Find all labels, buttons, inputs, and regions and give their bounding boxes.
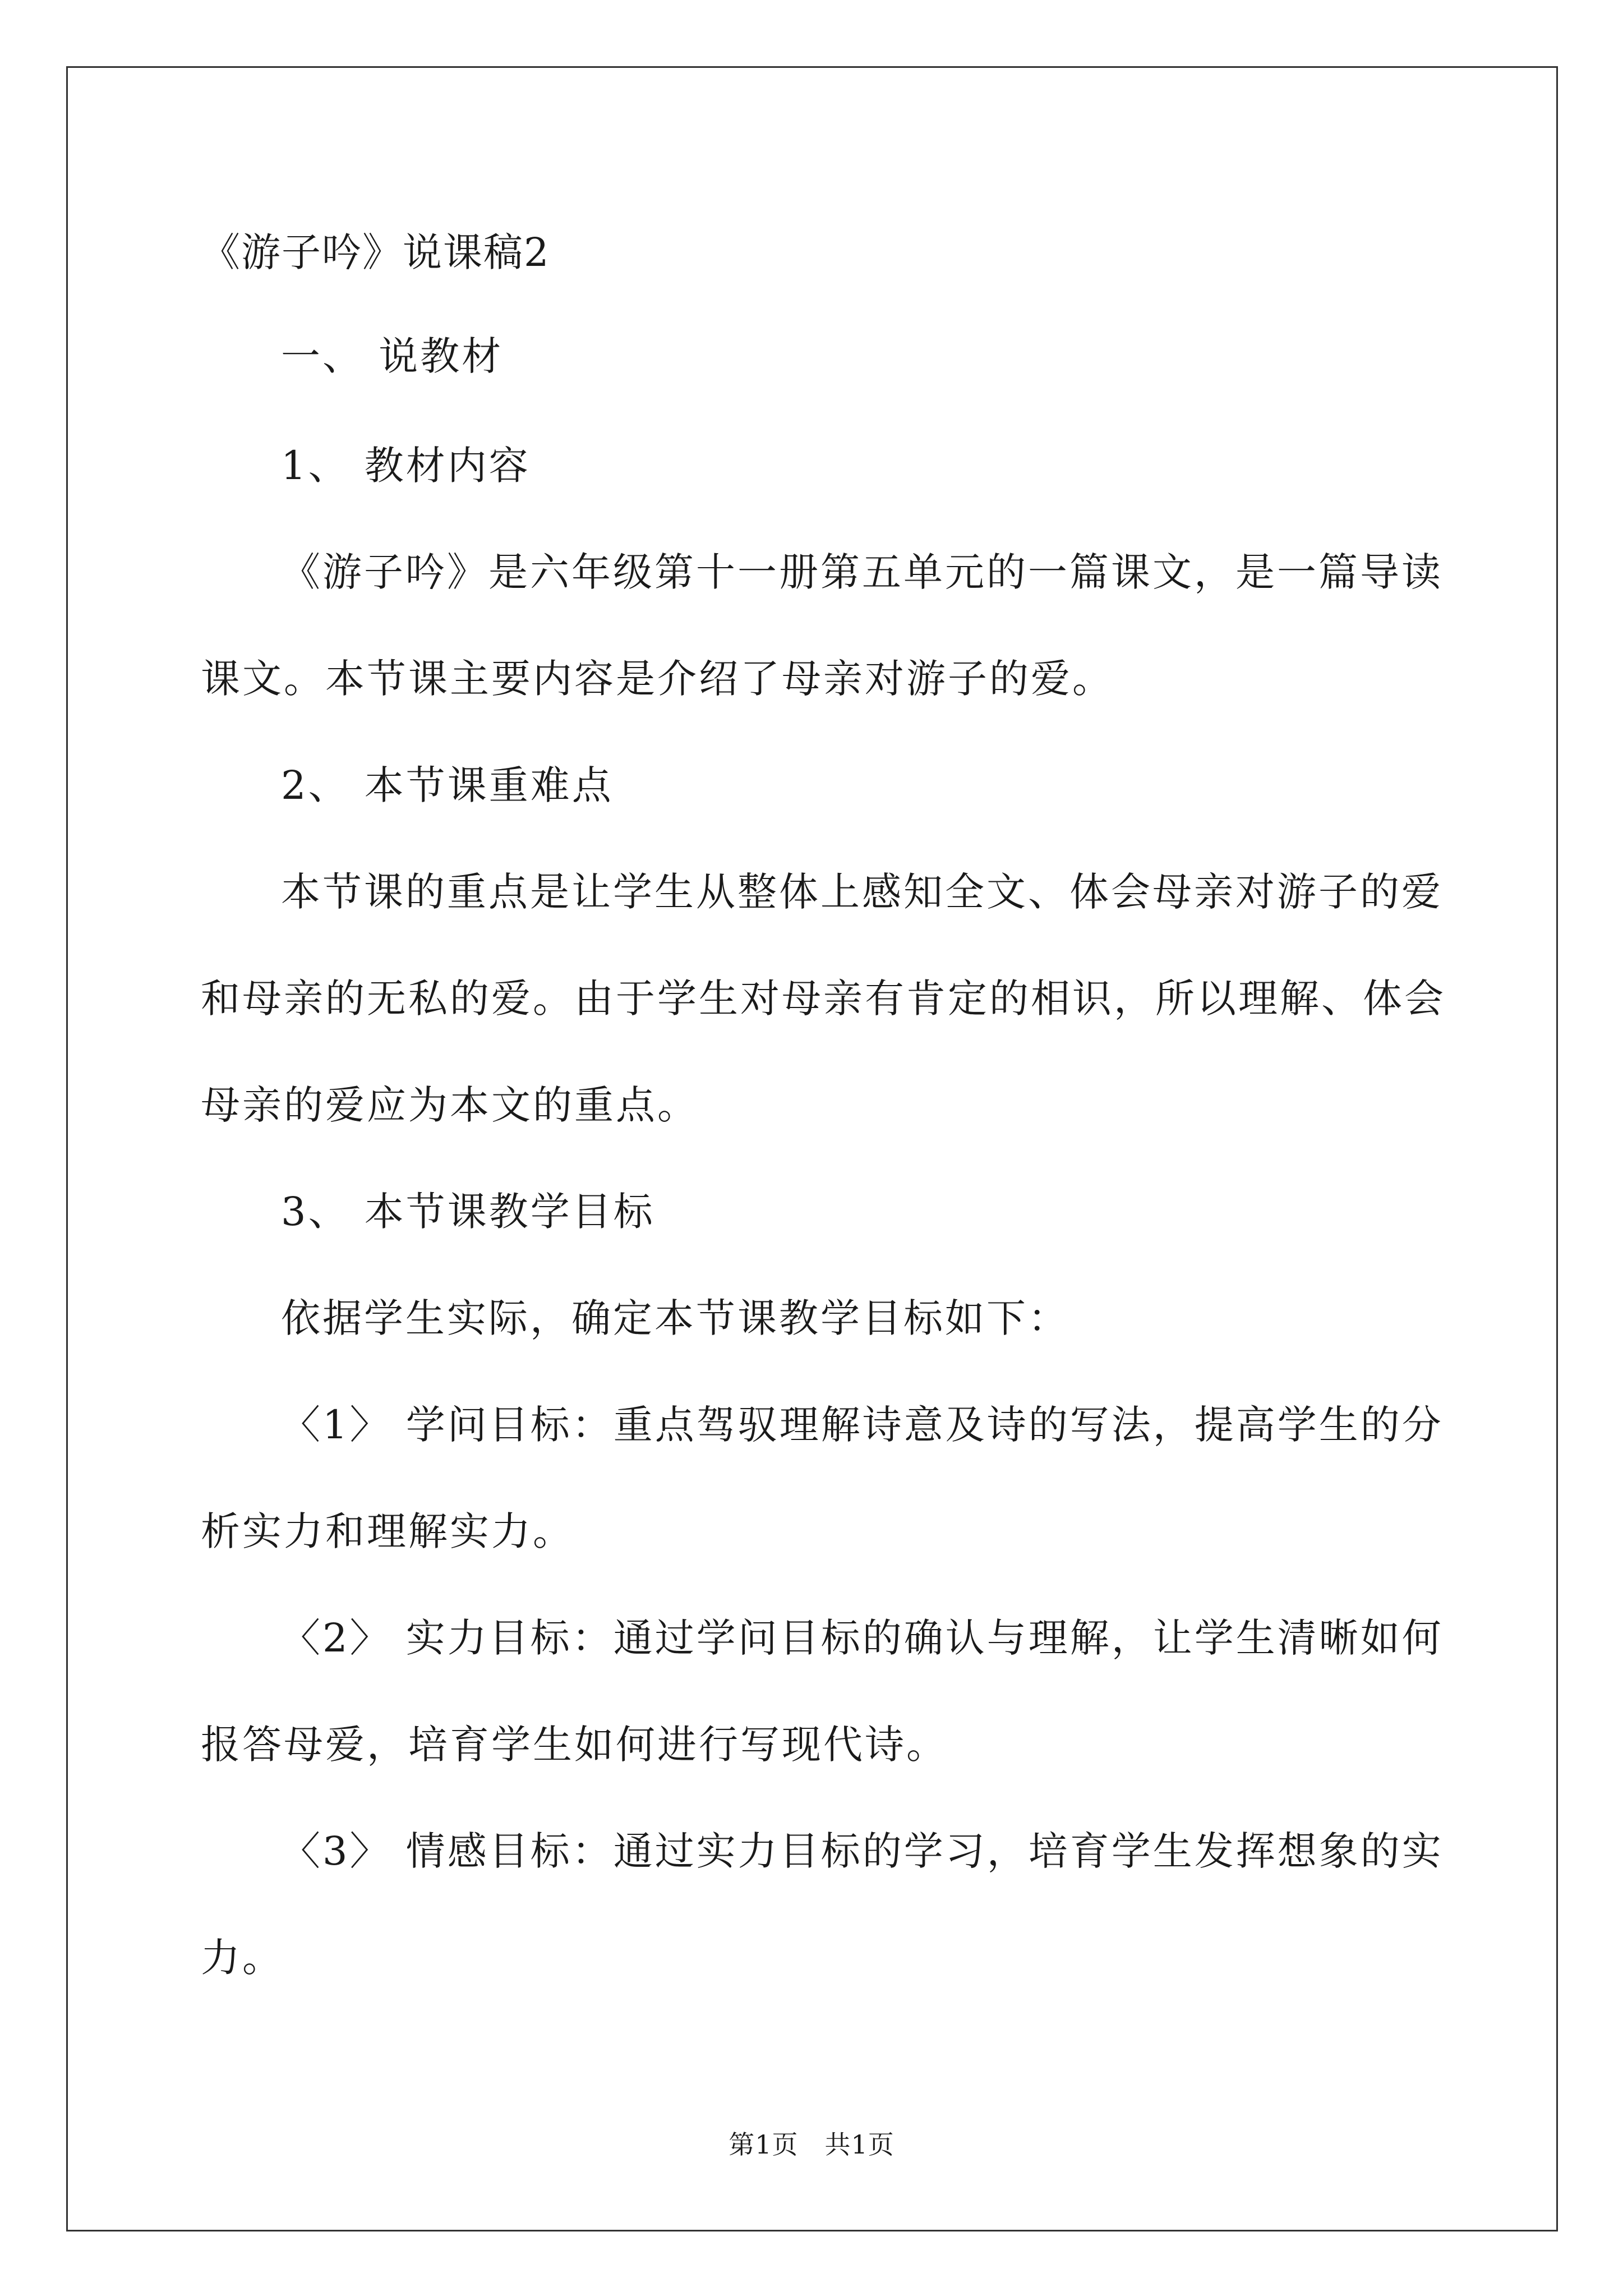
paragraph-line: 和母亲的无私的爱。由于学生对母亲有肯定的相识，所以理解、体会: [201, 976, 1446, 1022]
list-item-line: 〈1〉 学问目标：重点驾驭理解诗意及诗的写法，提高学生的分: [281, 1402, 1444, 1448]
paragraph-line: 《游子吟》是六年级第十一册第五单元的一篇课文，是一篇导读: [281, 549, 1443, 595]
list-item-line: 力。: [201, 1935, 284, 1981]
list-item-line: 〈2〉 实力目标：通过学问目标的确认与理解，让学生清晰如何: [281, 1615, 1444, 1661]
subsection-heading: 3、 本节课教学目标: [281, 1189, 655, 1235]
paragraph-line: 母亲的爱应为本文的重点。: [201, 1082, 699, 1128]
page-number: 第1页 共1页: [728, 2129, 895, 2160]
paragraph-line: 依据学生实际，确定本节课教学目标如下：: [281, 1295, 1069, 1341]
section-heading: 一、 说教材: [281, 333, 504, 379]
page-border: [66, 66, 1558, 2231]
document-title: 《游子吟》说课稿2: [201, 229, 550, 275]
subsection-heading: 2、 本节课重难点: [281, 762, 614, 808]
list-item-line: 析实力和理解实力。: [201, 1508, 574, 1554]
list-item-line: 〈3〉 情感目标：通过实力目标的学习，培育学生发挥想象的实: [281, 1828, 1444, 1874]
paragraph-line: 本节课的重点是让学生从整体上感知全文、体会母亲对游子的爱: [281, 869, 1443, 915]
list-item-line: 报答母爱，培育学生如何进行写现代诗。: [201, 1722, 948, 1768]
subsection-heading: 1、 教材内容: [281, 443, 531, 489]
paragraph-line: 课文。本节课主要内容是介绍了母亲对游子的爱。: [201, 656, 1114, 702]
